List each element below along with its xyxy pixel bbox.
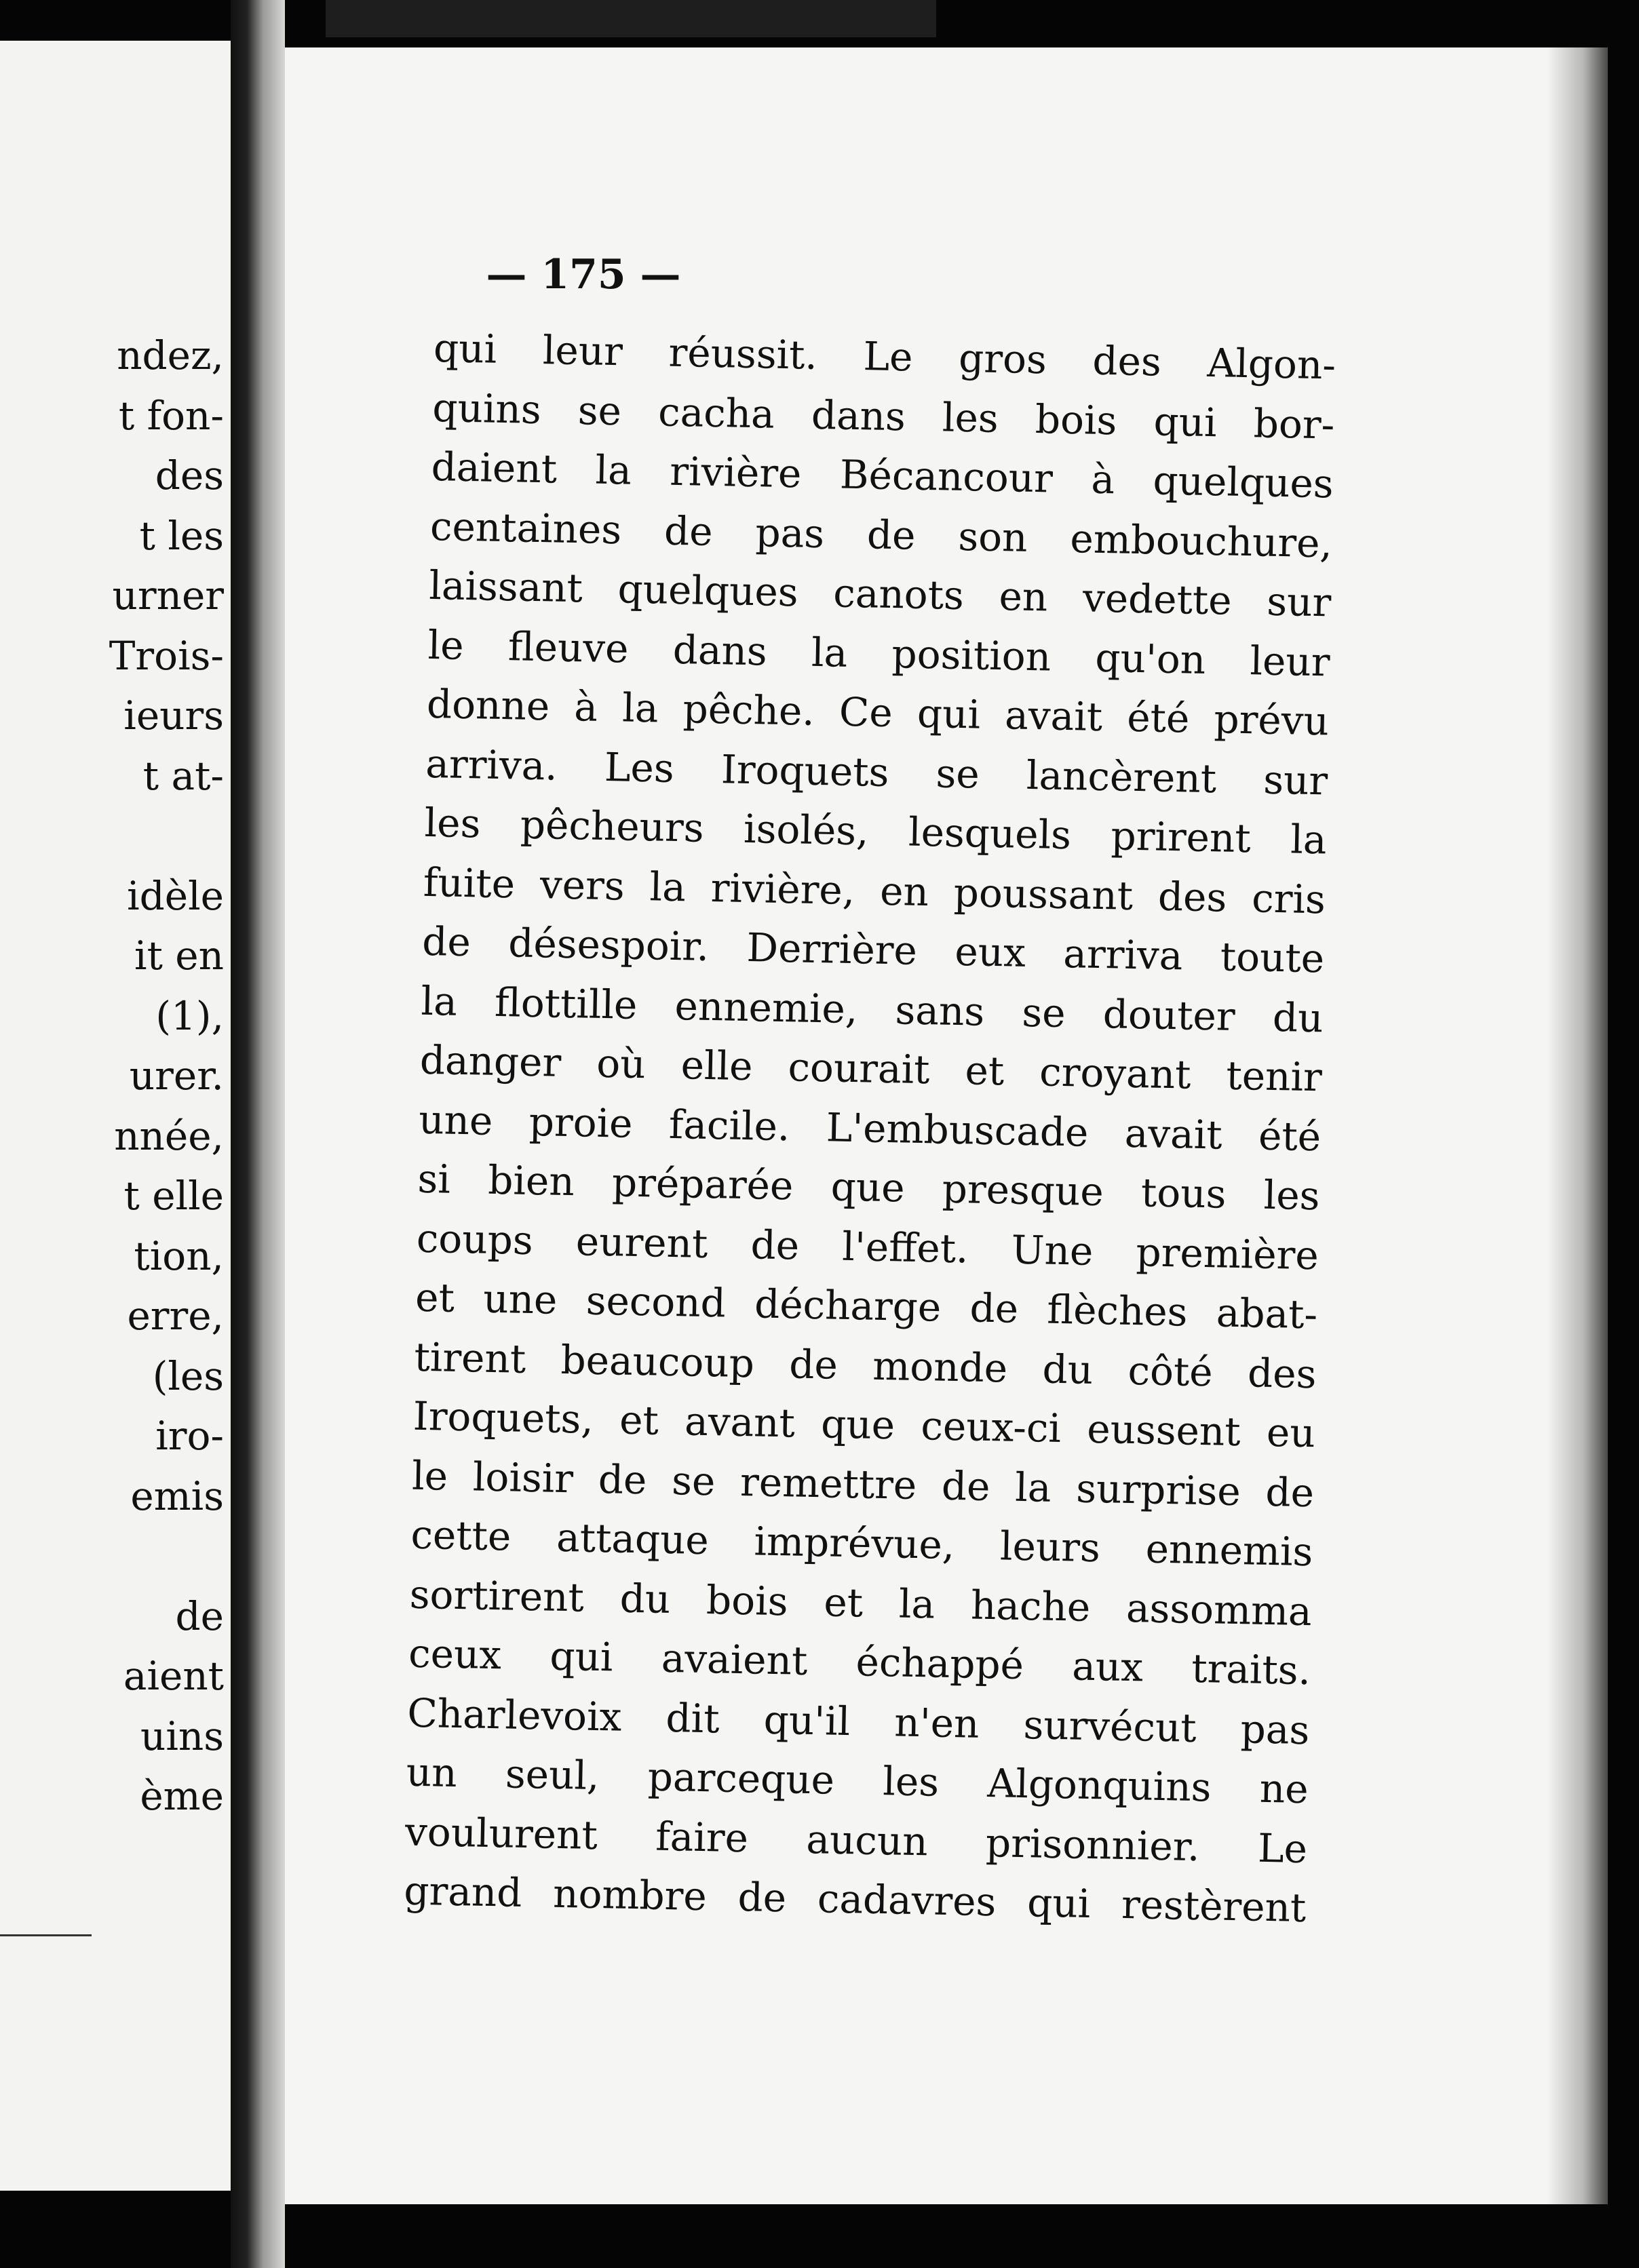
text-line: de désespoir. Derrière eux arriva toute xyxy=(421,918,1325,982)
left-page-text xyxy=(0,326,224,1826)
left-line: t elle xyxy=(123,1173,224,1219)
left-line: t at- xyxy=(142,752,224,799)
left-line: aient xyxy=(123,1653,224,1699)
text-line: sortirent du bois et la hache assomma xyxy=(409,1571,1313,1635)
left-line xyxy=(0,806,224,866)
text-line: daient la rivière Bécancour à quelques xyxy=(431,443,1334,507)
text-line: ceux qui avaient échappé aux traits. xyxy=(408,1630,1311,1694)
text-line: laissant quelques canots en vedette sur xyxy=(428,562,1332,626)
left-line: tion, xyxy=(134,1232,224,1279)
left-line: ieurs xyxy=(123,692,224,739)
text-line: centaines de pas de son embouchure, xyxy=(429,503,1333,566)
left-line xyxy=(0,1526,224,1586)
text-line: le loisir de se remettre de la surprise de xyxy=(411,1452,1315,1516)
text-line: un seul, parceque les Algonquins ne xyxy=(406,1748,1309,1813)
text-line: Iroquets, et avant que ceux-ci eussent eu xyxy=(412,1392,1316,1457)
left-line: de xyxy=(175,1592,224,1639)
text-line: arriva. Les Iroquets se lancèrent sur xyxy=(425,740,1328,804)
text-line: tirent beaucoup de monde du côté des xyxy=(413,1333,1317,1397)
left-line: emis xyxy=(130,1472,224,1519)
text-line: coups eurent de l'effet. Une première xyxy=(416,1215,1319,1278)
text-line: danger où elle courait et croyant tenir xyxy=(419,1036,1323,1101)
book-gutter xyxy=(231,0,285,2268)
text-line: si bien préparée que presque tous les xyxy=(417,1155,1321,1219)
left-line: t fon- xyxy=(118,392,224,439)
left-line: ème xyxy=(140,1773,224,1819)
text-line: donne à la pêche. Ce qui avait été prévu xyxy=(426,680,1330,745)
left-line: idèle xyxy=(127,872,224,919)
text-line: fuite vers la rivière, en poussant des cris xyxy=(423,859,1326,922)
left-line: uins xyxy=(140,1713,224,1759)
left-line: (les xyxy=(152,1352,224,1399)
text-line: les pêcheurs isolés, lesquels prirent la xyxy=(424,799,1328,863)
text-line: la flottille ennemie, sans se douter du xyxy=(421,977,1324,1041)
left-line: iro- xyxy=(155,1413,224,1459)
left-line: urer. xyxy=(129,1053,224,1099)
text-line: quins se cacha dans les bois qui bor- xyxy=(431,384,1335,448)
left-line: Trois- xyxy=(109,632,224,679)
text-line: cette attaque imprévue, leurs ennemis xyxy=(410,1511,1313,1576)
left-page xyxy=(0,41,231,2191)
text-line: qui leur réussit. Le gros des Algon- xyxy=(433,324,1336,389)
left-line: urner xyxy=(112,572,224,619)
text-line: Charlevoix dit qu'il n'en survécut pas xyxy=(406,1689,1310,1753)
scan-top-edge xyxy=(326,0,936,37)
left-line: ndez, xyxy=(117,332,224,378)
left-line: nnée, xyxy=(114,1112,224,1159)
text-line: grand nombre de cadavres qui restèrent xyxy=(403,1867,1307,1932)
page-number: — 175 — xyxy=(486,251,681,298)
footnote-rule xyxy=(0,1934,92,1936)
text-line: et une second décharge de flèches abat- xyxy=(414,1274,1318,1338)
body-text xyxy=(404,319,1336,1938)
left-line: erre, xyxy=(127,1293,224,1339)
left-line: it en xyxy=(134,933,224,979)
left-line: (1), xyxy=(155,992,224,1039)
left-line: t les xyxy=(139,512,224,559)
text-line: voulurent faire aucun prisonnier. Le xyxy=(404,1808,1308,1872)
text-line: une proie facile. L'embuscade avait été xyxy=(418,1096,1322,1160)
left-line: des xyxy=(155,452,224,498)
text-line: le fleuve dans la position qu'on leur xyxy=(427,621,1331,685)
